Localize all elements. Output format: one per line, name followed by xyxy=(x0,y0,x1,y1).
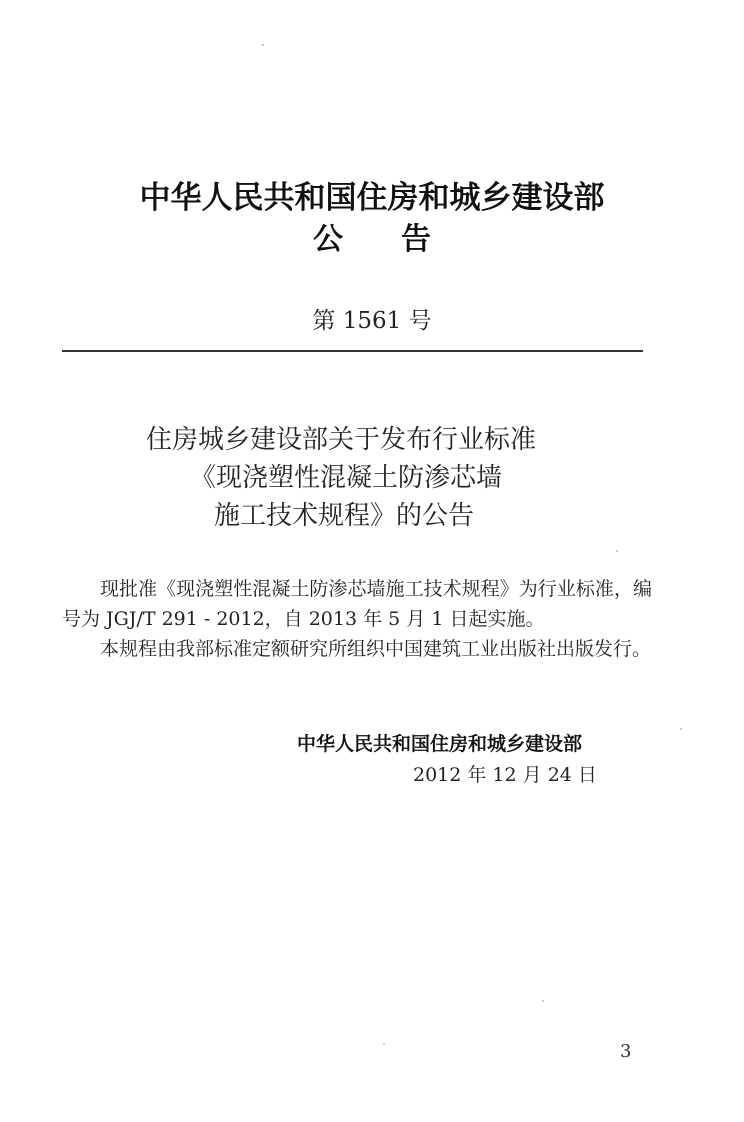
notice-number: 第 1561 号 xyxy=(312,308,432,334)
document-title-line-3: 施工技术规程》的公告 xyxy=(214,501,475,531)
scan-speck xyxy=(680,728,682,730)
page-number: 3 xyxy=(620,1041,632,1062)
document-title-line-2: 《现浇塑性混凝土防渗芯墙 xyxy=(190,463,503,493)
signature-date: 2012 年 12 月 24 日 xyxy=(413,764,597,786)
signature-issuer: 中华人民共和国住房和城乡建设部 xyxy=(297,733,583,755)
header-divider xyxy=(62,350,643,352)
body-text xyxy=(62,574,652,664)
body-paragraph-approval: 现批准《现浇塑性混凝土防渗芯墙施工技术规程》为行业标准，编号为 JGJ/T 291 - 2012，自 2013 年 5 月 1 日起实施。 xyxy=(62,578,652,630)
body-paragraph-publication: 本规程由我部标准定额研究所组织中国建筑工业出版社出版发行。 xyxy=(100,638,652,660)
document-title-line-1: 住房城乡建设部关于发布行业标准 xyxy=(146,425,537,455)
scan-speck xyxy=(262,44,264,46)
scan-speck xyxy=(616,550,618,552)
notice-heading xyxy=(0,222,744,258)
scan-speck xyxy=(383,1043,385,1045)
notice-heading-char-1: 公 xyxy=(313,222,343,257)
issuer-title: 中华人民共和国住房和城乡建设部 xyxy=(139,180,605,216)
notice-heading-char-2: 告 xyxy=(401,222,431,257)
scan-speck xyxy=(542,1000,544,1002)
